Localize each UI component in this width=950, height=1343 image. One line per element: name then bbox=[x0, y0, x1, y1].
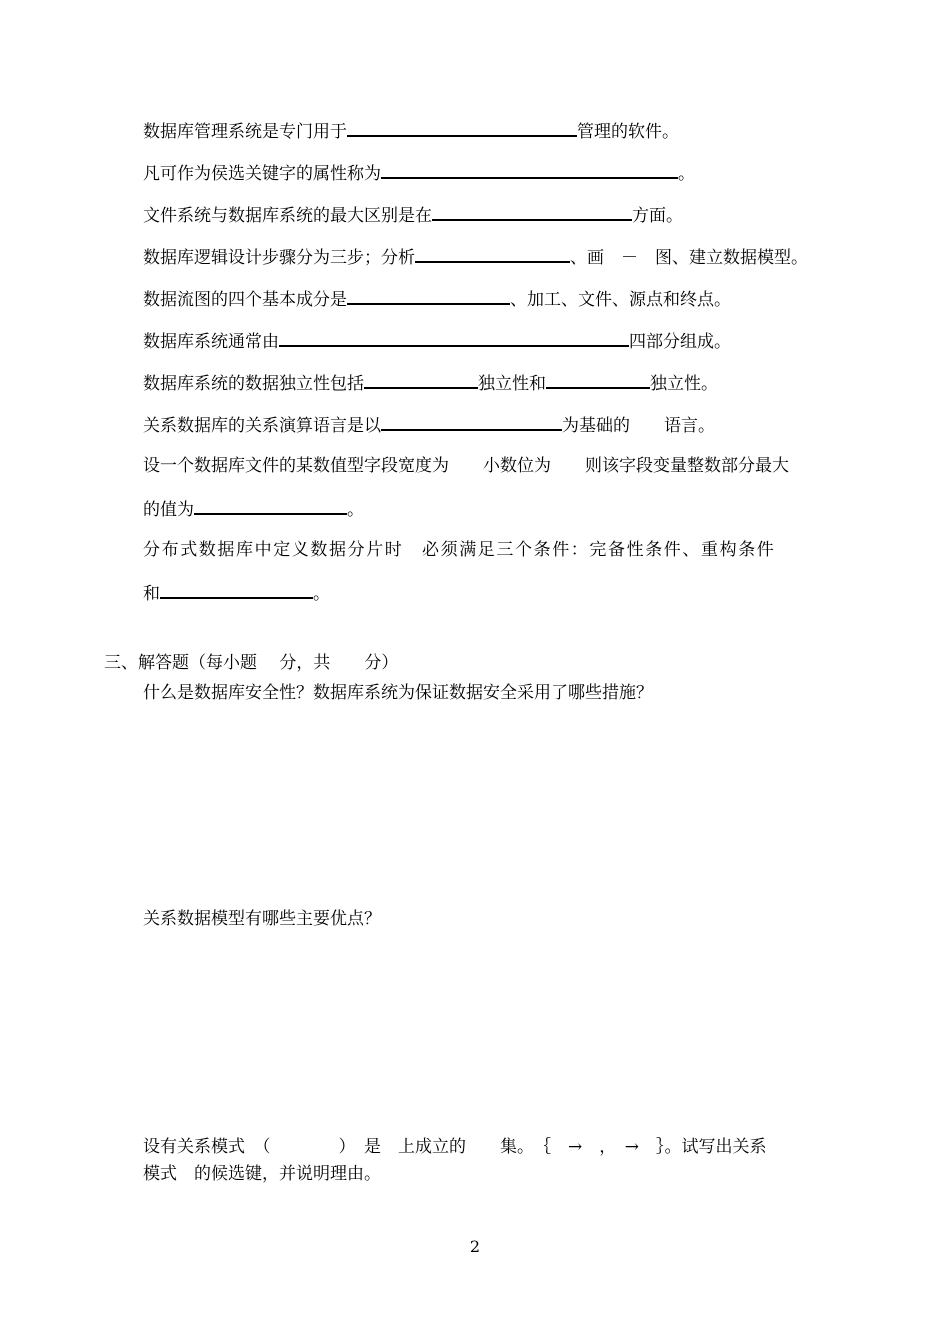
section-3-q2: 关系数据模型有哪些主要优点？ bbox=[143, 909, 381, 929]
q4-text-a: 数据库逻辑设计步骤分为三步；分析 bbox=[143, 248, 415, 268]
q6-text-b: 四部分组成。 bbox=[629, 332, 731, 352]
q10-text-a: 和 bbox=[143, 584, 160, 604]
q5-blank[interactable] bbox=[347, 287, 510, 305]
q7-blank-1[interactable] bbox=[364, 371, 478, 389]
q7-text-b: 独立性和 bbox=[478, 374, 546, 394]
q5-text-b: 、加工、文件、源点和终点。 bbox=[510, 290, 731, 310]
q10-blank[interactable] bbox=[160, 581, 313, 599]
fill-in-q9-line2 bbox=[143, 497, 364, 521]
section-3-heading: 三、解答题（每小题 分，共 分） bbox=[104, 653, 399, 673]
q4-blank[interactable] bbox=[415, 245, 570, 263]
q4-text-b: 、画 － 图、建立数据模型。 bbox=[570, 248, 808, 268]
fill-in-q3 bbox=[143, 203, 683, 227]
q1-blank[interactable] bbox=[347, 119, 577, 137]
q2-text-b: 。 bbox=[678, 164, 695, 184]
fill-in-q4 bbox=[143, 245, 808, 269]
q9-text-a: 的值为 bbox=[143, 500, 194, 520]
q7-text-c: 独立性。 bbox=[650, 374, 718, 394]
q6-blank[interactable] bbox=[279, 329, 629, 347]
q9-text-b: 。 bbox=[347, 500, 364, 520]
q7-text-a: 数据库系统的数据独立性包括 bbox=[143, 374, 364, 394]
q1-text-a: 数据库管理系统是专门用于 bbox=[143, 122, 347, 142]
fill-in-q1 bbox=[143, 119, 679, 143]
q7-blank-2[interactable] bbox=[546, 371, 650, 389]
fill-in-q2 bbox=[143, 161, 695, 185]
section-3-q3-line2: 模式 的候选键，并说明理由。 bbox=[143, 1164, 381, 1184]
q8-text-a: 关系数据库的关系演算语言是以 bbox=[143, 416, 381, 436]
page-number: 2 bbox=[469, 1237, 481, 1256]
q3-blank[interactable] bbox=[432, 203, 632, 221]
q2-text-a: 凡可作为侯选关键字的属性称为 bbox=[143, 164, 381, 184]
section-3-q1: 什么是数据库安全性？数据库系统为保证数据安全采用了哪些措施？ bbox=[143, 683, 653, 703]
q5-text-a: 数据流图的四个基本成分是 bbox=[143, 290, 347, 310]
q8-text-b: 为基础的 语言。 bbox=[562, 416, 715, 436]
q9-blank[interactable] bbox=[194, 497, 347, 515]
q6-text-a: 数据库系统通常由 bbox=[143, 332, 279, 352]
q8-blank[interactable] bbox=[381, 413, 562, 431]
section-3-q3-line1: 设有关系模式 （ ） 是 上成立的 集。 ｛ → ， → ｝。试写出关系 bbox=[143, 1137, 767, 1157]
q2-blank[interactable] bbox=[381, 161, 678, 179]
fill-in-q7 bbox=[143, 371, 718, 395]
fill-in-q6 bbox=[143, 329, 731, 353]
q3-text-a: 文件系统与数据库系统的最大区别是在 bbox=[143, 206, 432, 226]
fill-in-q8 bbox=[143, 413, 715, 437]
fill-in-q5 bbox=[143, 287, 731, 311]
q10-text-b: 。 bbox=[313, 584, 330, 604]
fill-in-q10-line2 bbox=[143, 581, 330, 605]
fill-in-q10-line1: 分布式数据库中定义数据分片时 必须满足三个条件：完备性条件、重构条件 bbox=[143, 540, 776, 560]
q1-text-b: 管理的软件。 bbox=[577, 122, 679, 142]
fill-in-q9-line1: 设一个数据库文件的某数值型字段宽度为 小数位为 则该字段变量整数部分最大 bbox=[143, 456, 789, 476]
q3-text-b: 方面。 bbox=[632, 206, 683, 226]
